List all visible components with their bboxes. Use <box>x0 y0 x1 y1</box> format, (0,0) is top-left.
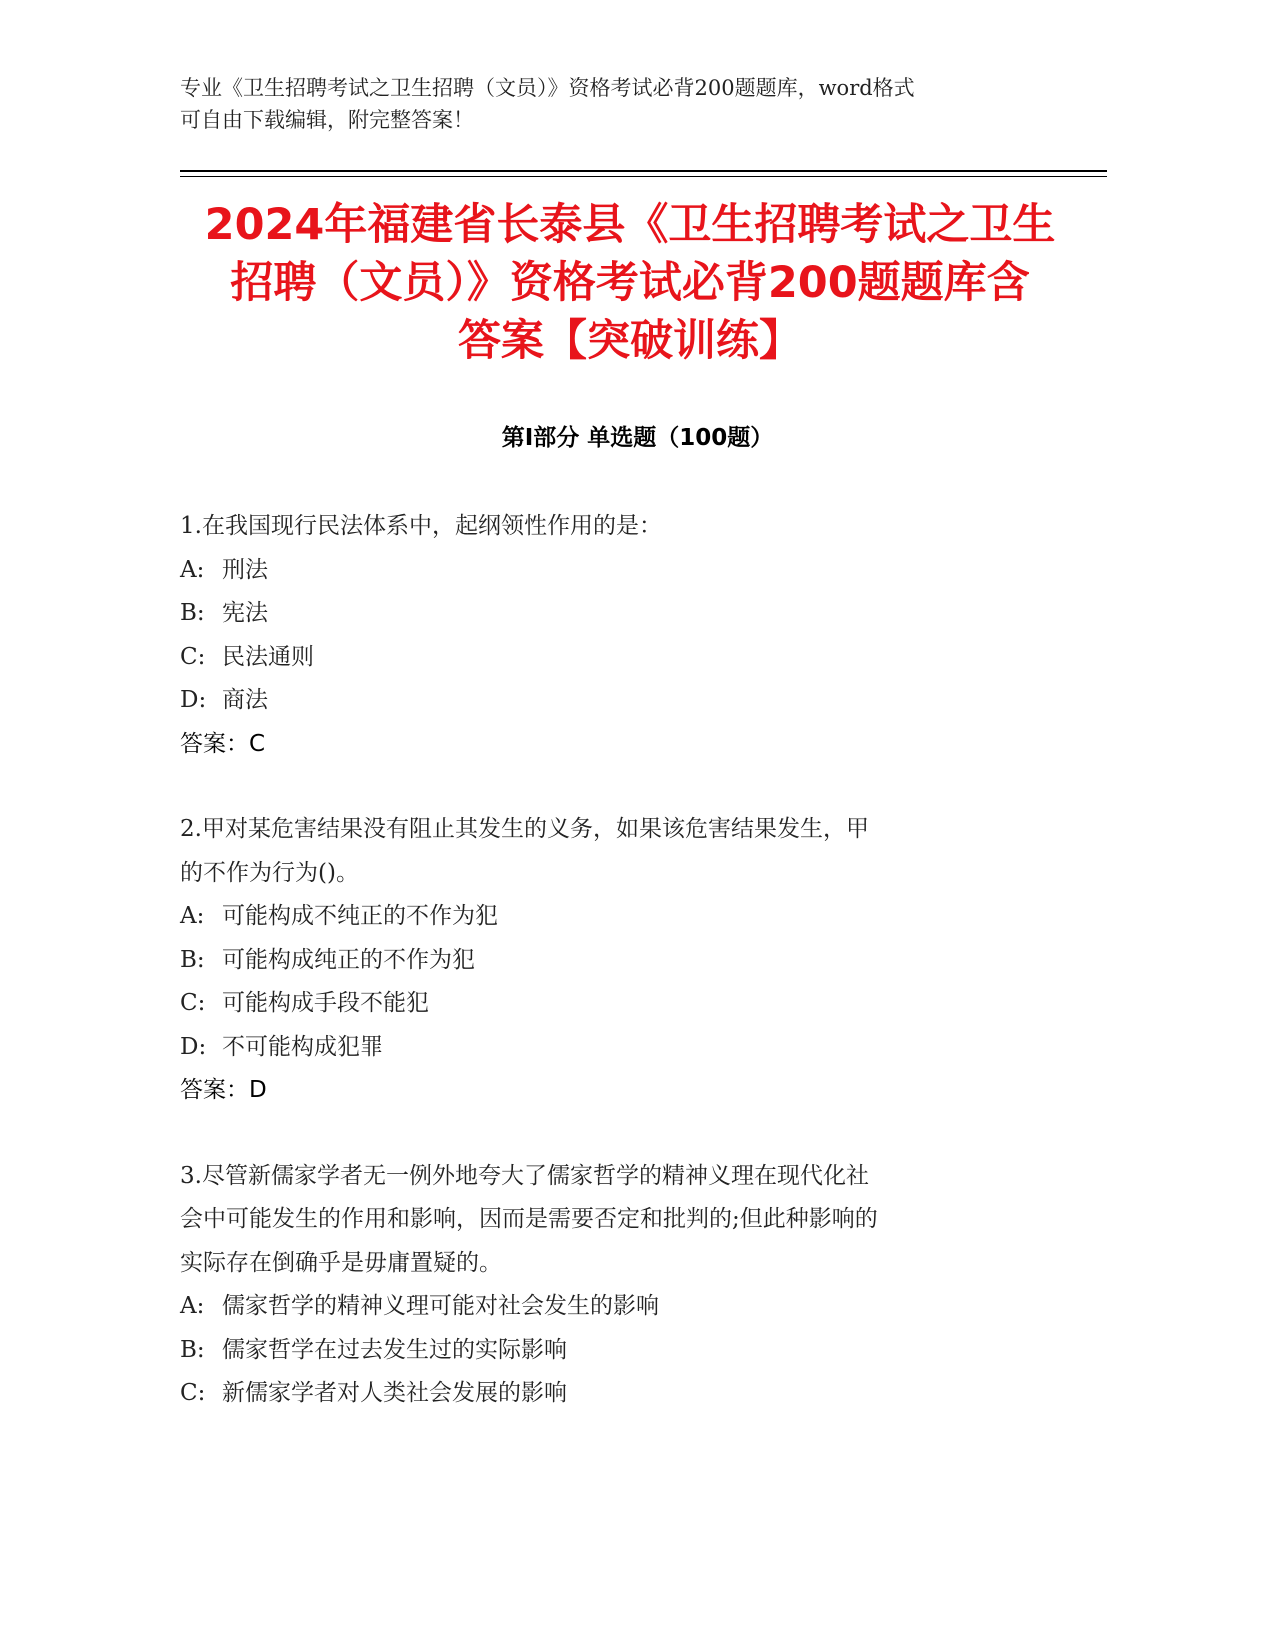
question-text: 会中可能发生的作用和影响，因而是需要否定和批判的;但此种影响的 <box>180 1206 878 1232</box>
option-text: 可能构成不纯正的不作为犯 <box>222 903 498 929</box>
title-line-3: 答案【突破训练】 <box>458 316 802 366</box>
option-b <box>180 592 1060 636</box>
option-text: 新儒家学者对人类社会发展的影响 <box>222 1380 567 1406</box>
option-c <box>180 982 1060 1026</box>
question-1 <box>180 505 1060 766</box>
option-d <box>180 1026 1060 1070</box>
option-a <box>180 549 1060 593</box>
document-header <box>180 72 1080 136</box>
option-text: 宪法 <box>222 600 268 626</box>
question-list <box>180 505 1060 1458</box>
option-text: 儒家哲学在过去发生过的实际影响 <box>222 1336 567 1363</box>
option-a <box>180 895 1060 939</box>
option-key: B: <box>180 1336 205 1363</box>
question-text: 实际存在倒确乎是毋庸置疑的。 <box>180 1249 502 1276</box>
option-key: A: <box>180 1293 205 1319</box>
option-b <box>180 1329 1060 1373</box>
option-d <box>180 679 1060 723</box>
question-3 <box>180 1155 1060 1416</box>
option-text: 儒家哲学的精神义理可能对社会发生的影响 <box>222 1293 659 1319</box>
option-text: 可能构成纯正的不作为犯 <box>222 946 475 973</box>
header-rule-thin <box>180 176 1107 177</box>
header-rule-thick <box>180 170 1107 172</box>
answer: 答案：D <box>180 1077 267 1103</box>
option-key: C: <box>180 990 206 1016</box>
option-b <box>180 939 1060 983</box>
option-text: 不可能构成犯罪 <box>222 1033 383 1060</box>
option-key: D: <box>180 1033 207 1060</box>
title-line-2: 招聘（文员）》资格考试必背200题题库含 <box>230 258 1030 308</box>
question-text: 2.甲对某危害结果没有阻止其发生的义务，如果该危害结果发生，甲 <box>180 816 869 842</box>
question-text: 的不作为行为()。 <box>180 859 359 886</box>
header-line-1: 专业《卫生招聘考试之卫生招聘（文员）》资格考试必背200题题库，word格式 <box>180 76 915 100</box>
question-text: 3.尽管新儒家学者无一例外地夸大了儒家哲学的精神义理在现代化社 <box>180 1162 869 1189</box>
option-a <box>180 1285 1060 1329</box>
option-text: 可能构成手段不能犯 <box>222 990 429 1016</box>
header-line-2: 可自由下载编辑，附完整答案！ <box>180 108 474 132</box>
option-text: 民法通则 <box>222 643 314 670</box>
option-key: B: <box>180 600 205 626</box>
question-text: 1.在我国现行民法体系中，起纲领性作用的是： <box>180 513 662 539</box>
section-heading: 第Ⅰ部分 单选题（100题） <box>501 425 774 451</box>
document-title <box>150 196 1110 370</box>
option-text: 刑法 <box>222 556 268 583</box>
option-c <box>180 636 1060 680</box>
option-key: D: <box>180 687 207 713</box>
option-key: A: <box>180 556 205 583</box>
option-text: 商法 <box>222 687 268 713</box>
title-line-1: 2024年福建省长泰县《卫生招聘考试之卫生 <box>204 200 1056 250</box>
answer: 答案：C <box>180 730 266 757</box>
question-2 <box>180 808 1060 1113</box>
option-key: B: <box>180 946 205 973</box>
option-c <box>180 1372 1060 1416</box>
option-key: A: <box>180 903 205 929</box>
option-key: C: <box>180 1380 206 1406</box>
option-key: C: <box>180 643 206 670</box>
